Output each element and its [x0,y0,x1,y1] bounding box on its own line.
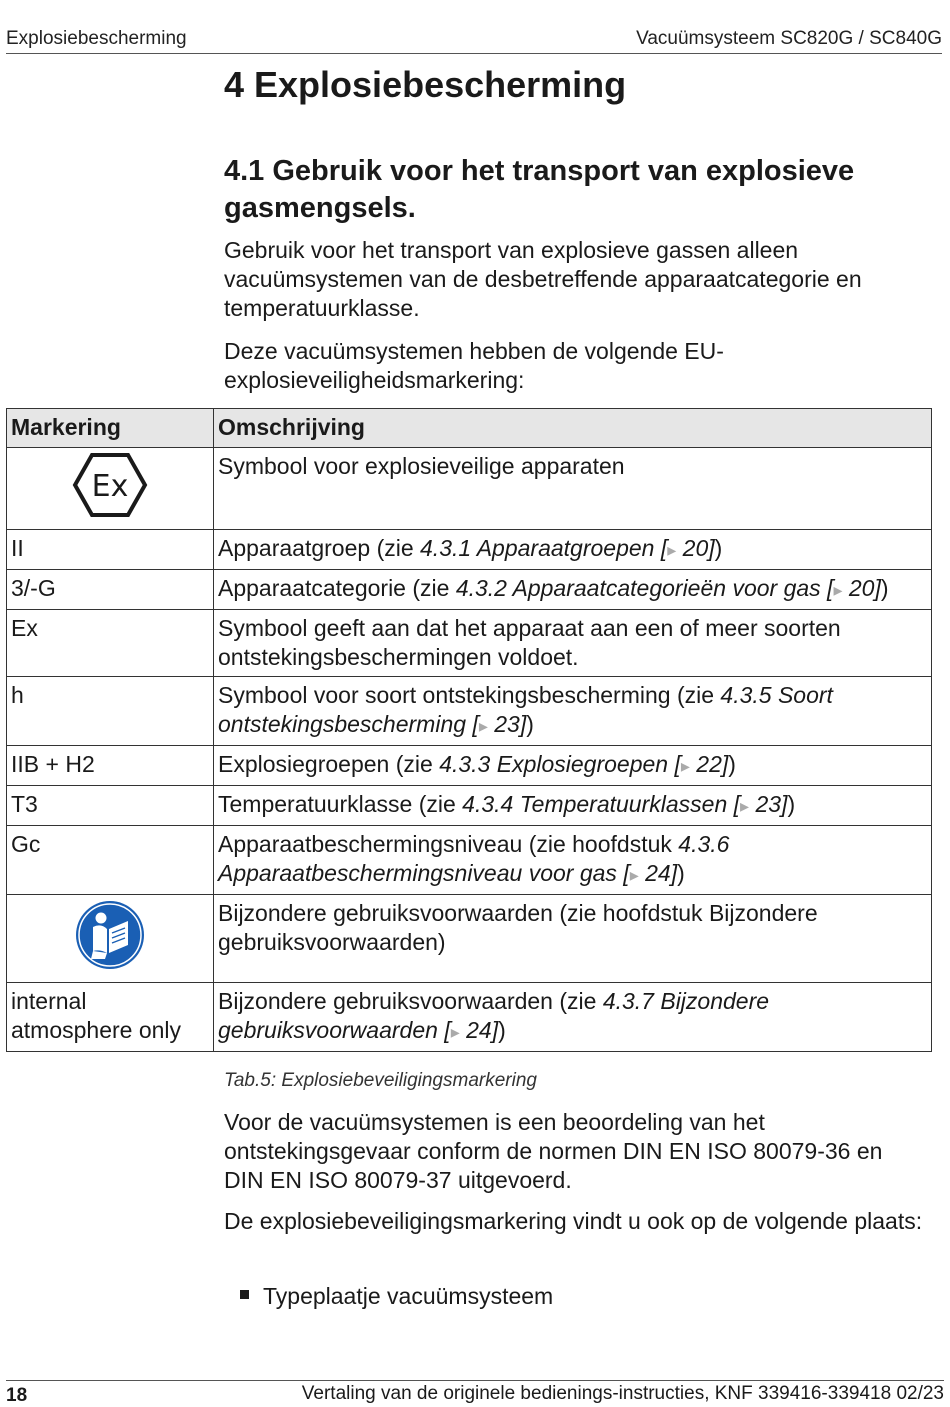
footer-document-info: Vertaling van de originele bedienings-instructies, KNF 339416-339418 02/23 [301,1383,944,1404]
page-arrow-icon: ▸ [667,540,677,560]
ex-symbol-icon [72,452,148,518]
page-header [6,28,942,54]
table-row [7,570,932,610]
paragraph-assessment: Voor de vacuümsystemen is een beoordeling van het ontstekingsgevaar conform de normen DIN EN ISO 80079-36 en DIN EN ISO 80079-37 uitgevoerd. [224,1109,883,1193]
page-arrow-icon: ▸ [740,796,750,816]
table-row [7,895,932,983]
list-item-text: Typeplaatje vacuümsysteem [263,1283,554,1309]
cross-reference-link[interactable]: 4.3.5 Soort ontstekingsbescherming [▸ 23] [218,682,833,737]
table-cell-marking: Gc [7,826,214,895]
header-section-name: Explosiebescherming [6,28,187,49]
bullet-square-icon [240,1290,249,1299]
table-cell-marking [7,895,214,983]
table-cell-description: Temperatuurklasse (zie 4.3.4 Temperatuurklassen [▸ 23]) [214,786,932,826]
header-product-name: Vacuümsysteem SC820G / SC840G [636,28,942,49]
table-cell-description: Symbool geeft aan dat het apparaat aan een of meer soorten ontstekingsbeschermingen voldoet. [214,610,932,677]
column-header-marking: Markering [7,409,214,448]
table-row [7,746,932,786]
cross-reference-link[interactable]: 4.3.3 Explosiegroepen [▸ 22] [439,751,729,777]
table-header-row [7,409,932,448]
column-header-description: Omschrijving [214,409,932,448]
list-item [240,1282,553,1311]
table-cell-marking: h [7,677,214,746]
table-cell-marking: T3 [7,786,214,826]
page-arrow-icon: ▸ [833,580,843,600]
table-cell-marking: internal atmosphere only [7,983,214,1052]
table-row [7,530,932,570]
page-arrow-icon: ▸ [478,716,488,736]
table-cell-description: Bijzondere gebruiksvoorwaarden (zie 4.3.7 Bijzondere gebruiksvoorwaarden [▸ 24]) [214,983,932,1052]
table-cell-description: Apparaatcategorie (zie 4.3.2 Apparaatcategorieën voor gas [▸ 20]) [214,570,932,610]
table-row [7,677,932,746]
table-cell-description: Symbool voor soort ontstekingsbescherming (zie 4.3.5 Soort ontstekingsbescherming [▸ 23]) [214,677,932,746]
page-footer [6,1380,944,1406]
table-row [7,786,932,826]
section-title: 4.1 Gebruik voor het transport van explosieve gasmengsels. [224,155,855,224]
table-row [7,448,932,530]
table-row [7,610,932,677]
table-cell-marking: Ex [7,610,214,677]
table-cell-description: Bijzondere gebruiksvoorwaarden (zie hoofdstuk Bijzondere gebruiksvoorwaarden) [214,895,932,983]
table-cell-description: Apparaatgroep (zie 4.3.1 Apparaatgroepen [▸ 20]) [214,530,932,570]
cross-reference-link[interactable]: 4.3.7 Bijzondere gebruiksvoorwaarden [▸ 24] [218,988,770,1043]
table-cell-marking [7,448,214,530]
table-row [7,983,932,1052]
table-cell-description: Symbool voor explosieveilige apparaten [214,448,932,530]
marking-table [6,408,932,1052]
cross-reference-link[interactable]: 4.3.4 Temperatuurklassen [▸ 23] [462,791,788,817]
chapter-title: 4 Explosiebescherming [224,64,627,105]
read-manual-icon [74,899,146,971]
cross-reference-link[interactable]: 4.3.6 Apparaatbeschermingsniveau voor gas [▸ 24] [218,831,730,886]
page-number: 18 [6,1385,28,1406]
table-cell-description: Apparaatbeschermingsniveau (zie hoofdstuk 4.3.6 Apparaatbeschermingsniveau voor gas [▸ 24]) [214,826,932,895]
paragraph-location-intro: De explosiebeveiligingsmarkering vindt u ook op de volgende plaats: [224,1208,923,1234]
table-cell-marking: 3/-G [7,570,214,610]
cross-reference-link[interactable]: 4.3.1 Apparaatgroepen [▸ 20] [420,535,715,561]
table-cell-marking: II [7,530,214,570]
paragraph-marking-intro: Deze vacuümsystemen hebben de volgende EU-explosieveiligheidsmarkering: [224,338,724,393]
svg-text:Ex: Ex [91,469,129,504]
page-arrow-icon: ▸ [629,865,639,885]
table-caption: Tab.5: Explosiebeveiligingsmarkering [224,1070,537,1091]
page-arrow-icon: ▸ [450,1022,460,1042]
table-row [7,826,932,895]
paragraph-usage: Gebruik voor het transport van explosieve gassen alleen vacuümsystemen van de desbetreffende apparaatcategorie en temperatuurklasse. [224,237,862,321]
table-cell-description: Explosiegroepen (zie 4.3.3 Explosiegroepen [▸ 22]) [214,746,932,786]
table-cell-marking: IIB + H2 [7,746,214,786]
cross-reference-link[interactable]: 4.3.2 Apparaatcategorieën voor gas [▸ 20] [455,575,881,601]
page-arrow-icon: ▸ [680,756,690,776]
